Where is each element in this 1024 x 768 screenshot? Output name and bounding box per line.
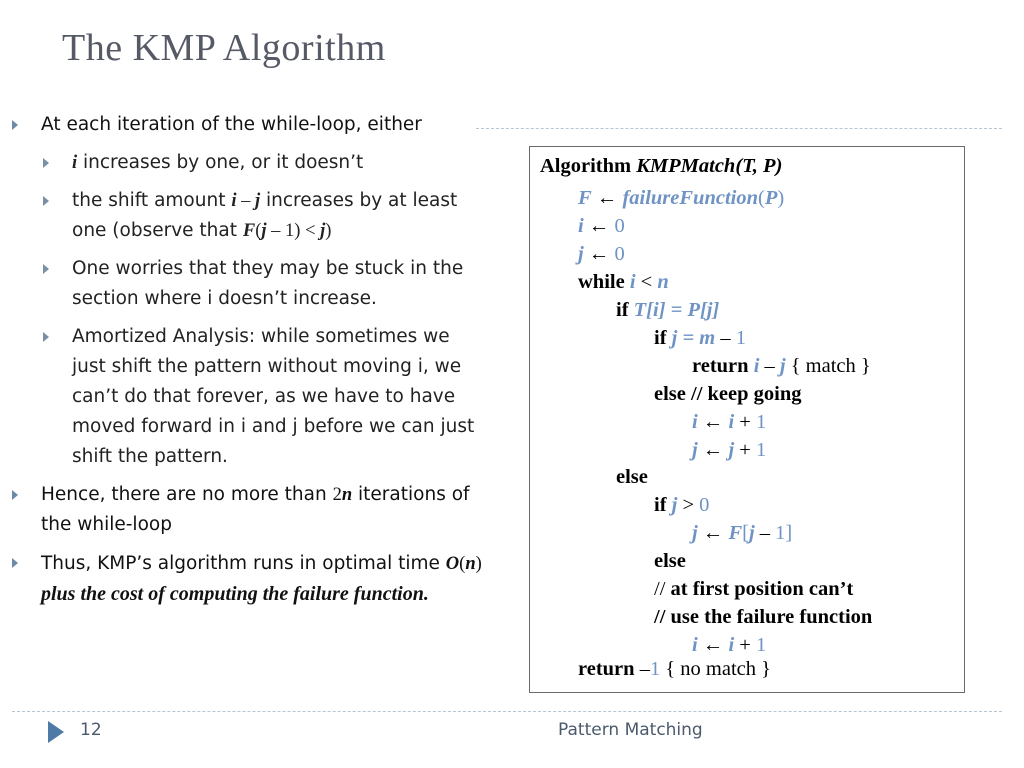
- algo-line-19: [578, 657, 771, 681]
- bullet-arrow-icon: [12, 120, 18, 130]
- code-value: 0: [699, 494, 710, 516]
- code-var: i: [728, 634, 735, 656]
- algo-line-18: [692, 633, 766, 657]
- title-divider: [476, 128, 1002, 129]
- code-operator: +: [734, 439, 756, 461]
- sub-bullet-3-text: One worries that they may be stuck in the section where i doesn’t increase.: [72, 258, 464, 309]
- code-call: failureFunction: [622, 187, 758, 209]
- code-bracket: [: [742, 522, 749, 544]
- code-comment: // use the failure function: [654, 606, 873, 628]
- var-i: i: [72, 153, 78, 173]
- code-var: j: [578, 243, 584, 265]
- open-paren: (: [459, 554, 466, 574]
- code-value: 1: [755, 634, 767, 656]
- code-value: 0: [614, 243, 625, 265]
- code-operator: –: [715, 327, 736, 349]
- code-var: i: [692, 634, 698, 656]
- bullet-arrow-icon: [12, 490, 18, 500]
- var-j: j: [320, 221, 326, 241]
- code-value: 1: [755, 411, 767, 433]
- code-comment: { match }: [785, 355, 871, 377]
- bullet-3-emphasis: plus the cost of computing the failure function.: [41, 583, 429, 605]
- code-var: j: [692, 439, 698, 461]
- keyword-if: if: [654, 494, 672, 516]
- algo-line-13: [654, 493, 709, 517]
- code-operator: +: [734, 411, 756, 433]
- algo-line-17: [654, 605, 872, 629]
- assign-arrow: ←: [697, 439, 729, 461]
- algo-line-14: [692, 521, 792, 545]
- assign-arrow: ←: [591, 187, 623, 209]
- bullet-1-text: At each iteration of the while-loop, either: [41, 114, 422, 135]
- sub-bullet-2: [12, 186, 484, 246]
- code-comment: //: [654, 578, 671, 600]
- algorithm-keyword: Algorithm: [540, 155, 637, 177]
- code-var: i: [578, 215, 584, 237]
- bullet-2-text-post: iterations of the while-loop: [41, 484, 470, 535]
- code-var: i: [753, 355, 760, 377]
- minus-one-lt: – 1) <: [266, 221, 321, 241]
- code-var: F: [728, 522, 743, 544]
- code-var: j: [728, 439, 735, 461]
- algo-line-1: [540, 154, 782, 178]
- code-comment: { no match }: [660, 658, 771, 680]
- assign-arrow: ←: [583, 215, 615, 237]
- code-var: j: [748, 522, 755, 544]
- code-var: i: [692, 411, 698, 433]
- assign-arrow: ←: [697, 522, 729, 544]
- code-operator: >: [677, 494, 700, 516]
- code-var: j: [671, 494, 678, 516]
- algo-line-12: [616, 465, 648, 489]
- code-operator: <: [635, 271, 658, 293]
- var-i: i: [231, 191, 237, 211]
- keyword-if: if: [616, 299, 634, 321]
- slide-title: The KMP Algorithm: [62, 27, 386, 69]
- keyword-else: else: [654, 550, 686, 572]
- code-var: n: [657, 271, 669, 293]
- algo-line-4: [578, 242, 625, 266]
- bullet-2-text-pre: Hence, there are no more than: [41, 484, 333, 505]
- close-paren: ): [325, 221, 332, 241]
- bullet-arrow-icon: [43, 264, 49, 274]
- footer-title: Pattern Matching: [558, 720, 703, 740]
- algo-line-16: [654, 577, 853, 601]
- code-value: 1: [735, 327, 746, 349]
- code-var: j: [779, 355, 786, 377]
- code-var: i: [629, 271, 636, 293]
- var-j: j: [261, 221, 267, 241]
- keyword-else: else: [616, 466, 648, 488]
- bullet-3-text-pre: Thus, KMP’s algorithm runs in optimal time: [41, 553, 446, 574]
- sub-bullet-1-text: increases by one, or it doesn’t: [77, 152, 364, 173]
- algo-line-7: [654, 326, 746, 350]
- code-var: P: [764, 187, 778, 209]
- algorithm-box: [529, 146, 965, 693]
- keyword-return: return: [578, 658, 640, 680]
- var-F: F: [242, 221, 256, 241]
- bullet-list: [12, 110, 484, 618]
- bullet-1: [12, 110, 484, 140]
- sub-bullet-4: [12, 322, 484, 472]
- code-comment: at first position can’t: [670, 578, 854, 600]
- bullet-arrow-icon: [43, 196, 49, 206]
- keyword-while: while: [578, 271, 630, 293]
- sub-bullet-4-text: Amortized Analysis: while sometimes we just shift the pattern without moving i, we can’t do that forever, as we have to have moved forward in i and j before we can just shift the pattern.: [72, 326, 475, 467]
- close-paren: ): [475, 554, 482, 574]
- code-expression: T[i] = P[j]: [633, 299, 720, 321]
- algo-line-5: [578, 270, 669, 294]
- assign-arrow: ←: [697, 411, 729, 433]
- algo-line-6: [616, 298, 719, 322]
- algorithm-args: (T, P): [735, 155, 783, 177]
- code-operator: +: [734, 634, 756, 656]
- code-value: 0: [614, 215, 625, 237]
- code-paren: (: [758, 187, 765, 209]
- keyword-if: if: [654, 327, 672, 349]
- sub-bullet-2-text-mid: increases by at least one (observe that: [72, 190, 458, 241]
- assign-arrow: ←: [697, 634, 729, 656]
- algo-line-10: [692, 410, 766, 434]
- bullet-arrow-icon: [43, 332, 49, 342]
- algo-line-15: [654, 549, 686, 573]
- sub-bullet-2-text-pre: the shift amount: [72, 190, 232, 211]
- var-j: j: [254, 191, 261, 211]
- var-n: n: [341, 485, 353, 505]
- bullet-3: [12, 548, 484, 610]
- code-var: i: [728, 411, 735, 433]
- footer-divider: [12, 711, 1002, 712]
- code-value: 1: [775, 522, 786, 544]
- algo-line-2: [578, 186, 784, 210]
- code-value: 1: [649, 658, 661, 680]
- code-value: 1: [755, 439, 767, 461]
- code-operator: –: [759, 355, 780, 377]
- keyword-else: else: [654, 383, 691, 405]
- big-o: O: [445, 554, 460, 574]
- page-number: 12: [80, 720, 102, 740]
- open-paren: (: [255, 221, 262, 241]
- algo-line-9: [654, 382, 802, 406]
- code-expression: j = m: [671, 327, 716, 349]
- coefficient: 2: [332, 485, 342, 505]
- code-var: j: [692, 522, 698, 544]
- bullet-2: [12, 480, 484, 540]
- code-operator: –: [754, 522, 776, 544]
- algo-line-3: [578, 214, 625, 238]
- minus-sign: –: [236, 191, 255, 211]
- play-triangle-icon: [48, 721, 64, 743]
- code-bracket: ]: [785, 522, 793, 544]
- bullet-arrow-icon: [12, 558, 18, 568]
- algo-line-8: [692, 354, 871, 378]
- code-operator: –: [639, 658, 650, 680]
- algorithm-name: KMPMatch: [636, 155, 736, 177]
- assign-arrow: ←: [583, 243, 615, 265]
- sub-bullet-3: [12, 254, 484, 314]
- code-var: F: [578, 187, 592, 209]
- var-n: n: [465, 554, 476, 574]
- keyword-return: return: [692, 355, 754, 377]
- bullet-arrow-icon: [43, 158, 49, 168]
- code-paren: ): [777, 187, 785, 209]
- sub-bullet-1: [12, 148, 484, 178]
- code-comment: // keep going: [691, 383, 802, 405]
- algo-line-11: [692, 438, 766, 462]
